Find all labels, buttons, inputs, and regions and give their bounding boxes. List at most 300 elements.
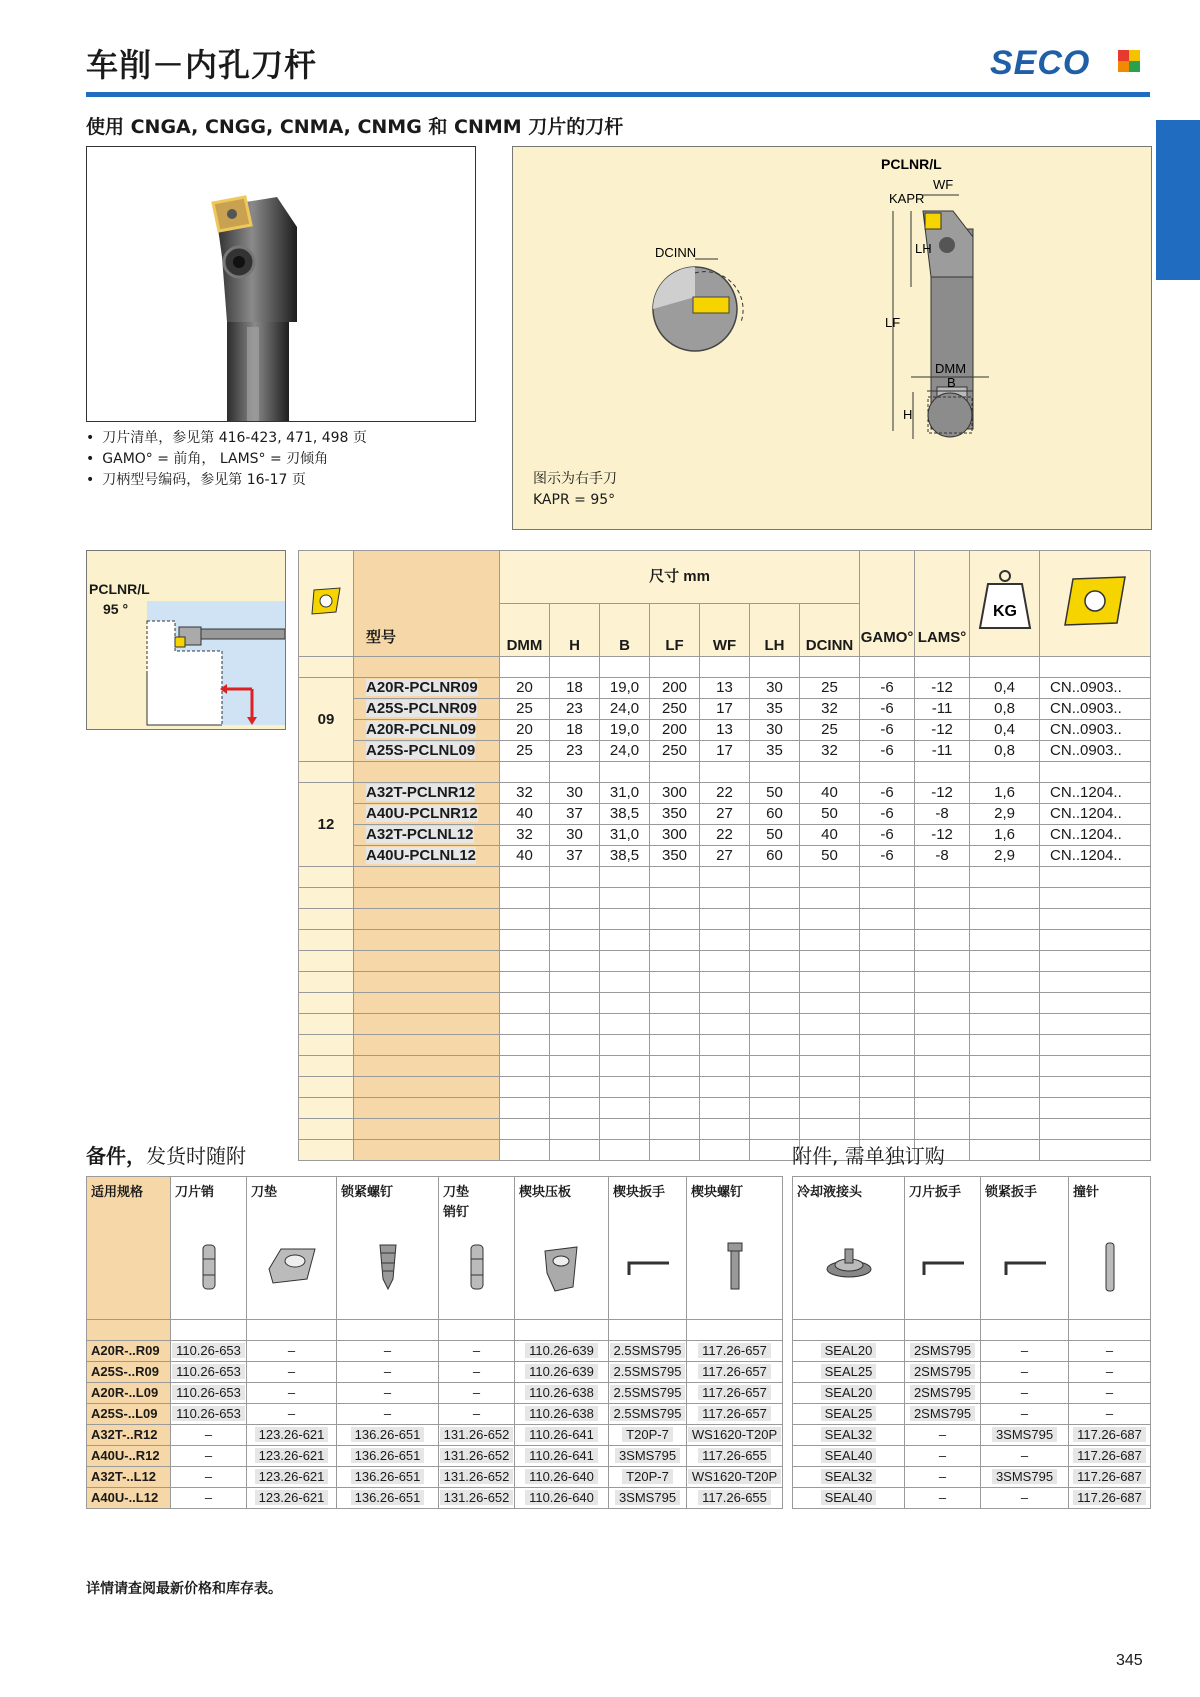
- dmm-label: DMM: [935, 361, 967, 376]
- part-cell: 110.26-638: [515, 1383, 609, 1404]
- model-cell: A25S-PCLNL09: [354, 741, 500, 762]
- empty-row: [299, 951, 1151, 972]
- empty-row: [299, 1077, 1151, 1098]
- part-cell: 3SMS795: [609, 1446, 687, 1467]
- part-cell: 110.26-640: [515, 1488, 609, 1509]
- orientation-angle: 95 °: [103, 601, 129, 617]
- part-cell: 3SMS795: [609, 1488, 687, 1509]
- screw-icon: [363, 1239, 413, 1295]
- accessory-row: [793, 1383, 1151, 1404]
- model-cell: A20R-PCLNL09: [354, 720, 500, 741]
- value-cell: 200: [650, 720, 700, 741]
- insert-key-icon: [918, 1239, 968, 1295]
- accessory-cell: 2SMS795: [905, 1404, 981, 1425]
- right-hand-note: 图示为右手刀: [533, 471, 617, 487]
- dimensions-header: 尺寸 mm: [500, 551, 860, 604]
- value-cell: 24,0: [600, 699, 650, 720]
- value-cell: 38,5: [600, 804, 650, 825]
- page-number: 345: [1116, 1652, 1143, 1669]
- col-lf: LF: [650, 604, 700, 657]
- value-cell: 30: [750, 678, 800, 699]
- value-cell: 18: [550, 720, 600, 741]
- seco-logo: [990, 44, 1140, 82]
- value-cell: 50: [800, 846, 860, 867]
- boring-bar-image: [87, 147, 475, 421]
- value-cell: -12: [915, 783, 970, 804]
- value-cell: -8: [915, 846, 970, 867]
- accessory-header: 冷却液接头: [793, 1177, 905, 1320]
- brand-name: SECO: [990, 44, 1091, 82]
- value-cell: 25: [500, 699, 550, 720]
- col-dcinn: DCINN: [800, 604, 860, 657]
- wf-label: WF: [933, 177, 954, 192]
- empty-row: [299, 930, 1151, 951]
- value-cell: 32: [500, 825, 550, 846]
- kapr-note: KAPR = 95°: [533, 492, 616, 508]
- part-cell: 110.26-653: [171, 1341, 247, 1362]
- part-cell: WS1620-T20P: [687, 1425, 783, 1446]
- part-cell: 2.5SMS795: [609, 1341, 687, 1362]
- part-cell: –: [439, 1404, 515, 1425]
- model-cell: A20R-PCLNR09: [354, 678, 500, 699]
- accessory-cell: –: [905, 1488, 981, 1509]
- col-wf: WF: [700, 604, 750, 657]
- accessory-row: [793, 1446, 1151, 1467]
- spec-cell: A20R-..R09: [87, 1341, 171, 1362]
- accessory-cell: 117.26-687: [1069, 1467, 1151, 1488]
- part-cell: 110.26-641: [515, 1446, 609, 1467]
- insert-cell: CN..0903..: [1040, 720, 1151, 741]
- insert-cell: CN..1204..: [1040, 846, 1151, 867]
- value-cell: -6: [860, 678, 915, 699]
- page-title: 车削－内孔刀杆: [86, 46, 318, 84]
- value-cell: 40: [500, 846, 550, 867]
- key-icon: [623, 1239, 673, 1295]
- value-cell: 350: [650, 804, 700, 825]
- spares-header: 适用规格: [87, 1177, 171, 1320]
- spacer-row: [299, 657, 1151, 678]
- value-cell: 25: [800, 678, 860, 699]
- spec-cell: A20R-..L09: [87, 1383, 171, 1404]
- part-cell: 123.26-621: [247, 1467, 337, 1488]
- value-cell: 60: [750, 804, 800, 825]
- accessory-cell: –: [981, 1383, 1069, 1404]
- technical-drawing-panel: [512, 146, 1152, 530]
- accessory-cell: –: [1069, 1341, 1151, 1362]
- part-cell: –: [171, 1467, 247, 1488]
- footnote: 详情请查阅最新价格和库存表。: [86, 1581, 282, 1597]
- value-cell: -8: [915, 804, 970, 825]
- weight-cell: 0,4: [970, 720, 1040, 741]
- pin-icon: [184, 1239, 234, 1295]
- col-lams: LAMS°: [915, 551, 970, 657]
- accessory-cell: 3SMS795: [981, 1425, 1069, 1446]
- col-lh: LH: [750, 604, 800, 657]
- value-cell: 350: [650, 846, 700, 867]
- empty-row: [299, 993, 1151, 1014]
- part-cell: 110.26-653: [171, 1404, 247, 1425]
- accessory-cell: –: [905, 1467, 981, 1488]
- weight-cell: 0,8: [970, 741, 1040, 762]
- value-cell: 40: [500, 804, 550, 825]
- spares-header: 刀垫: [247, 1177, 337, 1320]
- part-cell: 110.26-641: [515, 1425, 609, 1446]
- wedge-icon: [537, 1239, 587, 1295]
- value-cell: -12: [915, 825, 970, 846]
- weight-cell: 2,9: [970, 804, 1040, 825]
- value-cell: 25: [800, 720, 860, 741]
- part-cell: 117.26-655: [687, 1446, 783, 1467]
- value-cell: 22: [700, 825, 750, 846]
- part-cell: 110.26-653: [171, 1362, 247, 1383]
- accessory-cell: SEAL32: [793, 1425, 905, 1446]
- note-item: • GAMO° = 前角， LAMS° = 刃倾角: [86, 449, 367, 470]
- value-cell: 35: [750, 741, 800, 762]
- part-cell: 110.26-639: [515, 1362, 609, 1383]
- value-cell: 30: [550, 825, 600, 846]
- part-cell: T20P-7: [609, 1425, 687, 1446]
- empty-row: [299, 1014, 1151, 1035]
- orientation-panel: [86, 550, 286, 730]
- value-cell: 250: [650, 699, 700, 720]
- spares-header: 楔块扳手: [609, 1177, 687, 1320]
- col-dmm: DMM: [500, 604, 550, 657]
- value-cell: 40: [800, 783, 860, 804]
- accessory-cell: SEAL20: [793, 1341, 905, 1362]
- accessory-cell: –: [981, 1446, 1069, 1467]
- col-gamo: GAMO°: [860, 551, 915, 657]
- spares-row: [87, 1488, 783, 1509]
- part-cell: 136.26-651: [337, 1446, 439, 1467]
- value-cell: 35: [750, 699, 800, 720]
- orientation-icon: [87, 551, 285, 729]
- part-cell: 117.26-657: [687, 1341, 783, 1362]
- spares-header: 楔块螺钉: [687, 1177, 783, 1320]
- weight-header: [970, 551, 1040, 657]
- spares-row: [87, 1446, 783, 1467]
- spec-cell: A40U-..R12: [87, 1446, 171, 1467]
- empty-row: [299, 909, 1151, 930]
- wedge-screw-icon: [710, 1239, 760, 1295]
- dcinn-label: DCINN: [655, 245, 697, 260]
- holders-table: [298, 550, 1151, 1161]
- part-cell: –: [171, 1425, 247, 1446]
- spares-header: 刀片销: [171, 1177, 247, 1320]
- part-cell: 117.26-655: [687, 1488, 783, 1509]
- part-cell: –: [247, 1383, 337, 1404]
- empty-row: [299, 1035, 1151, 1056]
- value-cell: 23: [550, 741, 600, 762]
- spares-header: 楔块压板: [515, 1177, 609, 1320]
- spares-header: 锁紧螺钉: [337, 1177, 439, 1320]
- value-cell: -6: [860, 699, 915, 720]
- kapr-label: KAPR: [889, 191, 925, 206]
- page-subtitle: 使用 CNGA, CNGG, CNMA, CNMG 和 CNMM 刀片的刀杆: [86, 116, 624, 138]
- part-cell: –: [439, 1341, 515, 1362]
- table-row: [299, 846, 1151, 867]
- drawing-title: PCLNR/L: [881, 156, 942, 172]
- drift-pin-icon: [1085, 1239, 1135, 1295]
- empty-row: [299, 972, 1151, 993]
- insert-cell: CN..0903..: [1040, 699, 1151, 720]
- accessory-cell: –: [905, 1446, 981, 1467]
- value-cell: 50: [750, 783, 800, 804]
- value-cell: 25: [500, 741, 550, 762]
- value-cell: -6: [860, 825, 915, 846]
- value-cell: 24,0: [600, 741, 650, 762]
- value-cell: -12: [915, 678, 970, 699]
- part-cell: 2.5SMS795: [609, 1362, 687, 1383]
- spares-table: [86, 1176, 783, 1509]
- empty-row: [299, 867, 1151, 888]
- section-tab: [1156, 120, 1200, 280]
- table-row: [299, 678, 1151, 699]
- part-cell: 131.26-652: [439, 1446, 515, 1467]
- insert-cell: CN..1204..: [1040, 804, 1151, 825]
- insert-cell: CN..1204..: [1040, 783, 1151, 804]
- b-label: B: [947, 375, 956, 390]
- accessory-row: [793, 1467, 1151, 1488]
- accessory-row: [793, 1362, 1151, 1383]
- accessory-cell: SEAL40: [793, 1446, 905, 1467]
- insert-cell: CN..0903..: [1040, 678, 1151, 699]
- accessory-row: [793, 1341, 1151, 1362]
- value-cell: -11: [915, 741, 970, 762]
- part-cell: 131.26-652: [439, 1425, 515, 1446]
- spec-cell: A32T-..R12: [87, 1425, 171, 1446]
- value-cell: 32: [500, 783, 550, 804]
- value-cell: 23: [550, 699, 600, 720]
- weight-cell: 2,9: [970, 846, 1040, 867]
- value-cell: 13: [700, 720, 750, 741]
- empty-row: [299, 1119, 1151, 1140]
- value-cell: 30: [750, 720, 800, 741]
- part-cell: 2.5SMS795: [609, 1404, 687, 1425]
- empty-row: [299, 1098, 1151, 1119]
- spec-cell: A25S-..R09: [87, 1362, 171, 1383]
- table-row: [299, 804, 1151, 825]
- model-cell: A40U-PCLNL12: [354, 846, 500, 867]
- part-cell: –: [171, 1446, 247, 1467]
- accessories-title: 附件, 需单独订购: [792, 1144, 945, 1168]
- accessory-cell: –: [981, 1341, 1069, 1362]
- spares-row: [87, 1425, 783, 1446]
- model-cell: A25S-PCLNR09: [354, 699, 500, 720]
- orientation-name: PCLNR/L: [89, 581, 150, 597]
- coolant-connector-icon: [824, 1239, 874, 1295]
- table-row: [299, 783, 1151, 804]
- spares-title: 备件，发货时随附: [86, 1144, 246, 1168]
- empty-row: [299, 888, 1151, 909]
- size-cell: 09: [299, 678, 354, 762]
- h-label: H: [903, 407, 913, 422]
- value-cell: 17: [700, 741, 750, 762]
- insert-header: [1040, 551, 1151, 657]
- part-cell: 131.26-652: [439, 1467, 515, 1488]
- svg-text:KG: KG: [992, 602, 1017, 620]
- spares-row: [87, 1404, 783, 1425]
- part-cell: 123.26-621: [247, 1425, 337, 1446]
- part-cell: –: [337, 1362, 439, 1383]
- accessory-cell: 117.26-687: [1069, 1446, 1151, 1467]
- value-cell: -6: [860, 741, 915, 762]
- value-cell: 31,0: [600, 783, 650, 804]
- accessory-cell: SEAL20: [793, 1383, 905, 1404]
- weight-cell: 0,8: [970, 699, 1040, 720]
- accessory-row: [793, 1488, 1151, 1509]
- accessory-cell: SEAL25: [793, 1362, 905, 1383]
- empty-row: [299, 1056, 1151, 1077]
- col-b: B: [600, 604, 650, 657]
- part-cell: 110.26-640: [515, 1467, 609, 1488]
- accessory-cell: –: [1069, 1404, 1151, 1425]
- logo-squares-icon: [1118, 50, 1140, 72]
- part-cell: –: [171, 1488, 247, 1509]
- accessory-cell: 2SMS795: [905, 1362, 981, 1383]
- insert-shape-header: [299, 551, 354, 657]
- value-cell: -6: [860, 783, 915, 804]
- part-cell: –: [247, 1404, 337, 1425]
- part-cell: 123.26-621: [247, 1446, 337, 1467]
- spares-row: [87, 1341, 783, 1362]
- weight-cell: 1,6: [970, 825, 1040, 846]
- part-cell: –: [337, 1404, 439, 1425]
- accessories-table: [792, 1176, 1151, 1509]
- part-cell: 110.26-638: [515, 1404, 609, 1425]
- value-cell: 40: [800, 825, 860, 846]
- value-cell: -12: [915, 720, 970, 741]
- lf-label: LF: [885, 315, 901, 330]
- value-cell: -6: [860, 804, 915, 825]
- value-cell: 27: [700, 846, 750, 867]
- part-cell: –: [337, 1383, 439, 1404]
- model-cell: A32T-PCLNL12: [354, 825, 500, 846]
- product-photo: [86, 146, 476, 422]
- part-cell: 136.26-651: [337, 1425, 439, 1446]
- part-cell: 136.26-651: [337, 1488, 439, 1509]
- accessory-cell: 3SMS795: [981, 1467, 1069, 1488]
- table-row: [299, 699, 1151, 720]
- value-cell: 20: [500, 678, 550, 699]
- part-cell: –: [439, 1383, 515, 1404]
- model-header: 型号: [354, 551, 500, 657]
- accessory-cell: SEAL25: [793, 1404, 905, 1425]
- header-rule: [86, 92, 1150, 97]
- col-h: H: [550, 604, 600, 657]
- shim-pin-icon: [452, 1239, 502, 1295]
- table-row: [299, 741, 1151, 762]
- accessory-row: [793, 1425, 1151, 1446]
- value-cell: 22: [700, 783, 750, 804]
- value-cell: 32: [800, 699, 860, 720]
- part-cell: 117.26-657: [687, 1404, 783, 1425]
- accessory-header: 锁紧扳手: [981, 1177, 1069, 1320]
- model-cell: A32T-PCLNR12: [354, 783, 500, 804]
- accessory-cell: 2SMS795: [905, 1383, 981, 1404]
- part-cell: 2.5SMS795: [609, 1383, 687, 1404]
- part-cell: 117.26-657: [687, 1362, 783, 1383]
- part-cell: 131.26-652: [439, 1488, 515, 1509]
- weight-cell: 1,6: [970, 783, 1040, 804]
- spares-row: [87, 1383, 783, 1404]
- note-item: • 刀柄型号编码，参见第 16-17 页: [86, 470, 367, 491]
- accessory-cell: SEAL40: [793, 1488, 905, 1509]
- part-cell: T20P-7: [609, 1467, 687, 1488]
- part-cell: 117.26-657: [687, 1383, 783, 1404]
- weight-cell: 0,4: [970, 678, 1040, 699]
- accessory-cell: –: [905, 1425, 981, 1446]
- accessory-cell: 2SMS795: [905, 1341, 981, 1362]
- locking-key-icon: [1000, 1239, 1050, 1295]
- part-cell: 110.26-639: [515, 1341, 609, 1362]
- value-cell: 37: [550, 846, 600, 867]
- notes-list: [86, 428, 367, 491]
- table-row: [299, 720, 1151, 741]
- spares-header: 刀垫 销钉: [439, 1177, 515, 1320]
- accessory-cell: –: [981, 1488, 1069, 1509]
- part-cell: –: [247, 1362, 337, 1383]
- note-item: • 刀片清单，参见第 416-423, 471, 498 页: [86, 428, 367, 449]
- insert-cell: CN..0903..: [1040, 741, 1151, 762]
- value-cell: 300: [650, 825, 700, 846]
- spec-cell: A25S-..L09: [87, 1404, 171, 1425]
- model-cell: A40U-PCLNR12: [354, 804, 500, 825]
- empty-row: [299, 1140, 1151, 1161]
- value-cell: 19,0: [600, 720, 650, 741]
- accessory-cell: –: [1069, 1383, 1151, 1404]
- accessory-row: [793, 1404, 1151, 1425]
- accessory-cell: –: [981, 1404, 1069, 1425]
- drawing-note: [533, 469, 617, 511]
- spares-row: [87, 1362, 783, 1383]
- value-cell: 19,0: [600, 678, 650, 699]
- value-cell: 38,5: [600, 846, 650, 867]
- accessory-cell: SEAL32: [793, 1467, 905, 1488]
- spares-row: [87, 1467, 783, 1488]
- size-cell: 12: [299, 783, 354, 867]
- insert-large-icon: [1061, 573, 1129, 629]
- value-cell: 17: [700, 699, 750, 720]
- value-cell: 60: [750, 846, 800, 867]
- part-cell: 110.26-653: [171, 1383, 247, 1404]
- value-cell: -6: [860, 846, 915, 867]
- value-cell: 30: [550, 783, 600, 804]
- value-cell: 31,0: [600, 825, 650, 846]
- value-cell: -11: [915, 699, 970, 720]
- accessory-cell: 117.26-687: [1069, 1488, 1151, 1509]
- value-cell: 18: [550, 678, 600, 699]
- value-cell: 250: [650, 741, 700, 762]
- insert-cell: CN..1204..: [1040, 825, 1151, 846]
- value-cell: 20: [500, 720, 550, 741]
- value-cell: 50: [750, 825, 800, 846]
- spec-cell: A40U-..L12: [87, 1488, 171, 1509]
- part-cell: 136.26-651: [337, 1467, 439, 1488]
- accessory-cell: –: [1069, 1362, 1151, 1383]
- value-cell: 27: [700, 804, 750, 825]
- shim-icon: [267, 1239, 317, 1295]
- spacer-row: [299, 762, 1151, 783]
- part-cell: –: [337, 1341, 439, 1362]
- insert-icon: [308, 584, 344, 618]
- value-cell: 300: [650, 783, 700, 804]
- spec-cell: A32T-..L12: [87, 1467, 171, 1488]
- part-cell: –: [247, 1341, 337, 1362]
- value-cell: 50: [800, 804, 860, 825]
- value-cell: -6: [860, 720, 915, 741]
- accessory-header: 撞针: [1069, 1177, 1151, 1320]
- part-cell: 123.26-621: [247, 1488, 337, 1509]
